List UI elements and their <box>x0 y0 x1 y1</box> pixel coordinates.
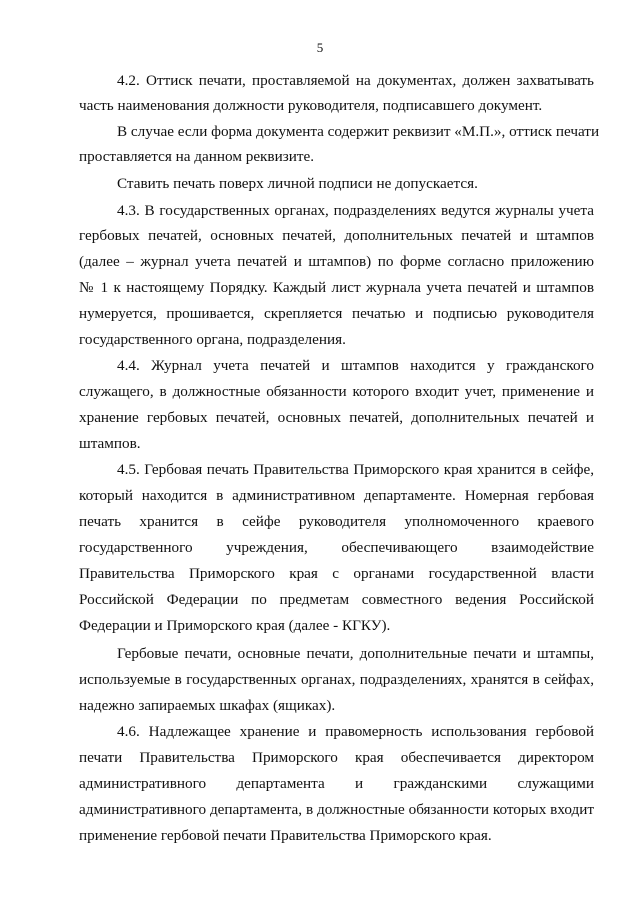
text-line: государственного органа, подразделения. <box>79 331 346 348</box>
text-line: 4.2. Оттиск печати, проставляемой на документах, должен захватывать <box>117 72 594 89</box>
text-line: применение гербовой печати Правительства Приморского края. <box>79 827 492 844</box>
text-line: 4.4. Журнал учета печатей и штампов находится у гражданского <box>117 357 594 374</box>
text-line: Российской Федерации по предметам совместного ведения Российской <box>79 591 594 608</box>
text-line: Гербовые печати, основные печати, дополнительные печати и штампы, <box>117 645 594 662</box>
text-line: часть наименования должности руководителя, подписавшего документ. <box>79 97 543 114</box>
text-line: государственного учреждения, обеспечивающего взаимодействие <box>79 539 594 556</box>
text-line: (далее – журнал учета печатей и штампов) по форме согласно приложению <box>79 253 594 270</box>
text-line: № 1 к настоящему Порядку. Каждый лист журнала учета печатей и штампов <box>79 279 594 296</box>
text-line: нумеруется, прошивается, скрепляется печатью и подписью руководителя <box>79 305 594 322</box>
text-line: административного департамента, в должностные обязанности которых входит <box>79 801 594 818</box>
text-line: используемые в государственных органах, подразделениях, хранятся в сейфах, <box>79 671 594 688</box>
text-line: 4.5. Гербовая печать Правительства Приморского края хранится в сейфе, <box>117 461 594 478</box>
text-line: печати Правительства Приморского края обеспечивается директором <box>79 749 594 766</box>
text-line: штампов. <box>79 435 141 452</box>
text-line: Правительства Приморского края с органами государственной власти <box>79 565 594 582</box>
text-line: Ставить печать поверх личной подписи не допускается. <box>117 175 478 192</box>
text-line: 4.6. Надлежащее хранение и правомерность использования гербовой <box>117 723 594 740</box>
text-line: В случае если форма документа содержит реквизит «М.П.», оттиск печати <box>117 123 600 140</box>
text-line: проставляется на данном реквизите. <box>79 148 315 165</box>
text-line: гербовых печатей, основных печатей, дополнительных печатей и штампов <box>79 227 594 244</box>
text-line: надежно запираемых шкафах (ящиках). <box>79 697 336 714</box>
text-line: печать хранится в сейфе руководителя уполномоченного краевого <box>79 513 594 530</box>
text-line: хранение гербовых печатей, основных печатей, дополнительных печатей и <box>79 409 594 426</box>
text-line: который находится в административном департаменте. Номерная гербовая <box>79 487 594 504</box>
text-line: Федерации и Приморского края (далее - КГКУ). <box>79 617 391 634</box>
text-line: административного департамента и гражданскими служащими <box>79 775 594 792</box>
text-line: служащего, в должностные обязанности которого входит учет, применение и <box>79 383 594 400</box>
text-line: 4.3. В государственных органах, подразделениях ведутся журналы учета <box>117 202 594 219</box>
page-number: 5 <box>316 40 324 55</box>
